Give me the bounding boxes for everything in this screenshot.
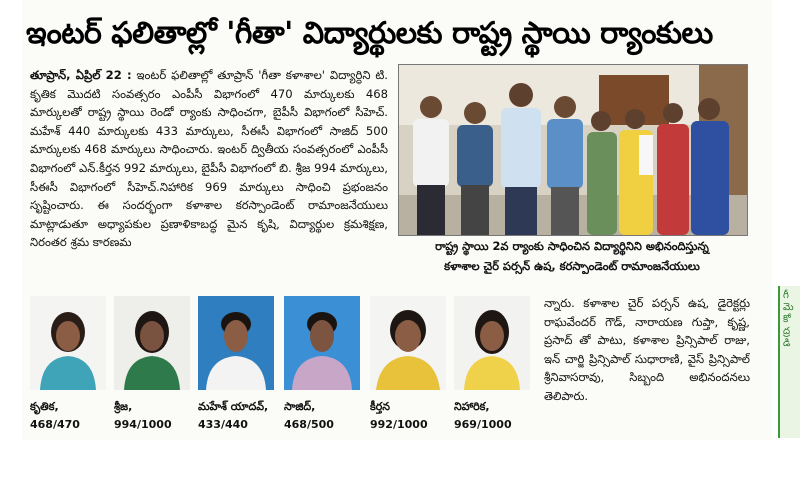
student-card xyxy=(370,296,446,434)
student-portrait xyxy=(30,296,106,390)
adjacent-article-strip xyxy=(778,286,800,438)
student-score: 969/1000 xyxy=(454,418,512,431)
headline: ఇంటర్ ఫలితాల్లో 'గీతా' విద్యార్థులకు రాష్ట్ర స్థాయి ర్యాంకులు xyxy=(26,16,713,51)
student-card xyxy=(114,296,190,434)
student-name: మహేశ్ యాదవ్, xyxy=(198,400,269,413)
photo-caption xyxy=(398,236,746,278)
student-score: 433/440 xyxy=(198,418,248,431)
photo-caption-line1: రాష్ట్ర స్థాయి 2వ ర్యాంకు సాధించిన విద్యార్థినిని అభినందిస్తున్న xyxy=(435,239,709,253)
student-portrait xyxy=(370,296,446,390)
dateline: తూప్రాన్, ఏప్రిల్ 22 : xyxy=(30,68,132,82)
student-name: శ్రీజ, xyxy=(114,400,133,413)
article-body-continued: న్నారు. కళాశాల చైర్ పర్సన్ ఉష, డైరెక్టర్లు రాఘవేందర్ గౌడ్, నారాయణ గుప్తా, కృష్ణ, ప్రసాద్ తో పాటు, కళాశాల ప్రిన్సిపాల్ రాజు, ఇన్ చార్జి ప్రిన్సిపాల్ సుధారాణి, వైస్ ప్రిన్సిపాల్ శ్రీనివాసరావు, సిబ్బంది అభినందనలు తెలిపారు. xyxy=(544,296,750,403)
group-photo-illustration xyxy=(399,65,747,235)
student-score: 468/500 xyxy=(284,418,334,431)
student-score: 468/470 xyxy=(30,418,80,431)
article-body-text: ఇంటర్ ఫలితాల్లో తూప్రాన్ 'గీతా కళాశాల' విద్యార్ధిని టి. కృతిక మొదటి సంవత్సరం ఎంపీసీ విభాగంలో 470 మార్కులకు 468 మార్కులతో రాష్ట్ర స్థాయి రెండో ర్యాంకు సాధించగా, బైపీసీ విభాగంలో సీహెచ్. మహేశ్ 440 మార్కులకు 433 మార్కులు, సీఈసీ విభాగంలో సాజిద్ 500 మార్కులకు 468 మార్కులు సాధించారు. ఇంటర్ ద్వితీయ సంవత్సరంలో ఎంపీసీ విభాగంలో ఎన్.కీర్తన 992 మార్కులు, బైపీసీ విభాగంలో బి. శ్రీజ 994 మార్కులు, సీఈసీ విభాగంలో సీహెచ్.నిహారిక 969 మార్కులు సాధించి ప్రభంజనం సృష్టించారు. ఈ సందర్భంగా కళాశాల కరస్పాండెంట్ రామాంజనేయులు మాట్లాడుతూ అధ్యాపకుల ప్రణాళికాబద్ధ మైన కృషి, విద్యార్థుల క్రమశిక్షణ, నిరంతర శ్రమ కారణమ xyxy=(30,68,388,250)
student-portrait xyxy=(454,296,530,390)
student-card xyxy=(454,296,530,434)
student-card xyxy=(284,296,360,434)
photo-caption-line2: కళాశాల చైర్ పర్సన్ ఉష, కరస్పాండెంట్ రామాంజనేయులు xyxy=(444,259,700,273)
student-card xyxy=(30,296,106,434)
student-name: సాజిద్, xyxy=(284,400,316,413)
student-name: కృతిక, xyxy=(30,400,59,413)
student-portrait xyxy=(198,296,274,390)
student-name: నిహారిక, xyxy=(454,400,490,413)
student-portrait xyxy=(114,296,190,390)
article-body xyxy=(30,66,388,292)
group-photo xyxy=(398,64,748,236)
student-score: 994/1000 xyxy=(114,418,172,431)
student-card xyxy=(198,296,274,434)
student-score: 992/1000 xyxy=(370,418,428,431)
adjacent-article-text: గీ మె కో ద్ర డి xyxy=(783,290,794,349)
student-portrait xyxy=(284,296,360,390)
student-name: కీర్తన xyxy=(370,400,390,413)
